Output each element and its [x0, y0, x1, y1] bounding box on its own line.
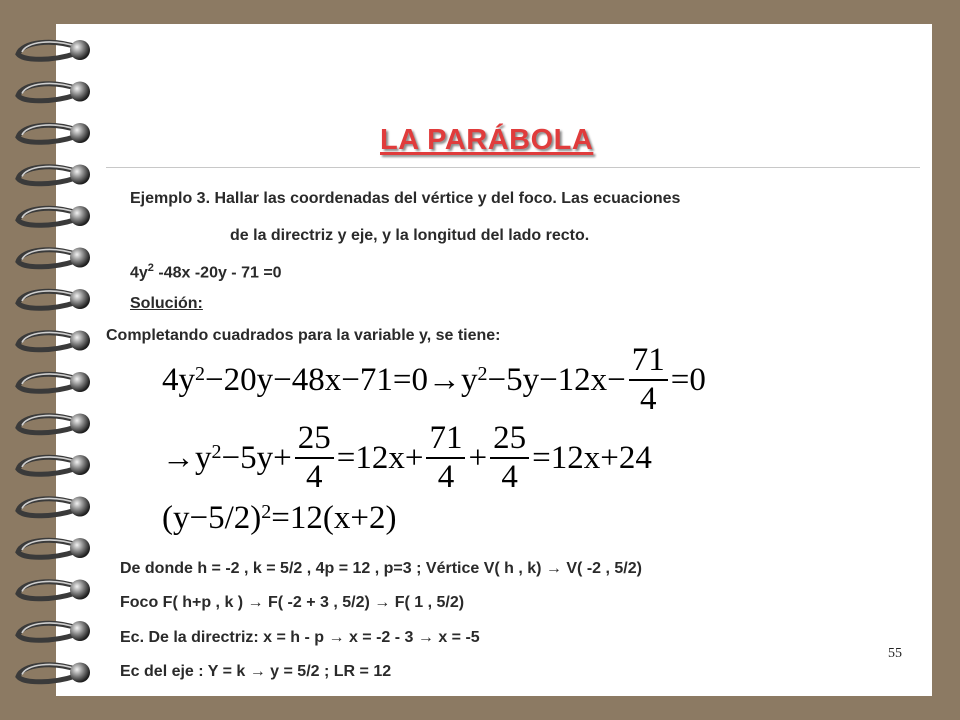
completing-squares-text: Completando cuadrados para la variable y, se tiene:	[106, 327, 501, 344]
spiral-ring	[18, 123, 90, 143]
eq3-term-a: (y−5/2)	[162, 500, 262, 536]
eq2-term-b: −5y+	[221, 439, 292, 476]
spiral-ring	[18, 331, 90, 351]
spiral-ring	[18, 82, 90, 102]
result-line-vertex: De donde h = -2 , k = 5/2 , 4p = 12 , p=3 ; Vértice V( h , k) → V( -2 , 5/2)	[120, 560, 642, 577]
eq2-numerator-3: 25	[490, 422, 529, 459]
slide-title: LA PARÁBOLA	[380, 124, 594, 156]
eq1-term-c: −5y−12x−	[487, 361, 626, 398]
eq1-fraction	[629, 344, 668, 416]
given-equation-rhs: -48x -20y - 71 =0	[153, 264, 282, 282]
spiral-ring	[18, 538, 90, 558]
result-line-focus: Foco F( h+p , k ) → F( -2 + 3 , 5/2) → F( 1 , 5/2)	[120, 594, 465, 611]
spiral-ring	[18, 206, 90, 226]
eq2-fraction-1	[295, 422, 334, 494]
eq1-term-b: −20y−48x−71=0→y	[205, 361, 478, 398]
eq2-denominator-2: 4	[437, 459, 455, 495]
result-line-axis: Ec del eje : Y = k → y = 5/2 ; LR = 12	[120, 663, 392, 680]
given-equation	[130, 262, 282, 282]
spiral-ring	[18, 165, 90, 185]
eq1-exp-b: 2	[477, 362, 488, 385]
eq3-exp-a: 2	[261, 501, 272, 523]
equation-2	[162, 422, 652, 494]
spiral-ring	[18, 580, 90, 600]
eq2-term-e: =12x+24	[532, 439, 652, 476]
notebook-spiral-rings	[0, 0, 110, 720]
spiral-ring	[18, 663, 90, 683]
eq2-fraction-2	[426, 422, 465, 494]
eq2-denominator-1: 4	[305, 459, 323, 495]
title-divider	[106, 167, 920, 168]
eq2-term-c: =12x+	[336, 439, 424, 476]
eq2-term-d: +	[468, 439, 488, 476]
spiral-ring	[18, 414, 90, 434]
eq2-denominator-3: 4	[501, 459, 518, 495]
given-equation-lhs: 4y	[130, 264, 148, 282]
eq1-term-a: 4y	[162, 361, 195, 398]
spiral-ring	[18, 372, 90, 392]
eq2-numerator-1: 25	[295, 422, 334, 459]
spiral-ring	[18, 455, 90, 475]
spiral-ring	[18, 40, 90, 60]
page-number: 55	[888, 646, 902, 661]
equation-3	[162, 500, 396, 537]
eq1-numerator: 71	[629, 344, 668, 381]
equation-1	[162, 344, 706, 416]
eq2-exp-a: 2	[211, 440, 222, 463]
eq1-exp-a: 2	[195, 362, 205, 385]
problem-line-1: Ejemplo 3. Hallar las coordenadas del vértice y del foco. Las ecuaciones	[130, 190, 681, 207]
eq1-denominator: 4	[640, 381, 657, 417]
result-line-directrix: Ec. De la directriz: x = h - p → x = -2 - 3 → x = -5	[120, 629, 480, 646]
eq3-term-b: =12(x+2)	[271, 500, 397, 536]
problem-line-2: de la directriz y eje, y la longitud del lado recto.	[230, 227, 590, 244]
given-equation-exponent: 2	[147, 262, 154, 274]
eq2-numerator-2: 71	[426, 422, 465, 459]
spiral-ring	[18, 289, 90, 309]
eq1-term-d: =0	[670, 361, 706, 398]
spiral-ring	[18, 497, 90, 517]
spiral-ring	[18, 621, 90, 641]
spiral-ring	[18, 248, 90, 268]
solution-label: Solución:	[130, 295, 203, 312]
eq2-term-a: →y	[162, 439, 212, 476]
eq2-fraction-3	[490, 422, 529, 494]
